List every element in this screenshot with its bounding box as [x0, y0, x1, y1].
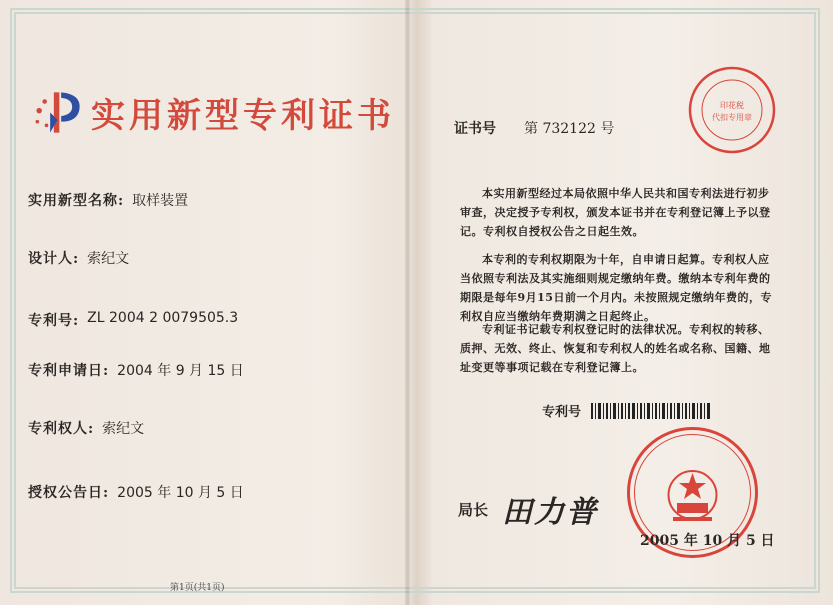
field-value: 索纪文 — [87, 251, 130, 267]
field-value: 2005 年 10 月 5 日 — [117, 485, 244, 501]
director-label: 局长 — [458, 500, 489, 519]
certificate-header — [30, 85, 395, 140]
grant-paragraph: 本实用新型经过本局依照中华人民共和国专利法进行初步审查，决定授予专利权，颁发本证书并在专利登记簿上予以登记。专利权自授权公告之日起生效。 — [460, 187, 771, 238]
registration-seal-icon — [686, 64, 778, 156]
term-paragraph: 本专利的专利权期限为十年，自申请日起算。专利权人应当依照专利法及其实施细则规定缴纳年费。缴纳本专利年费的期限是每年9月15日前一个月内。未按照规定缴纳年费的，专利权自应当缴纳年费期满之日起终止。 — [460, 253, 772, 323]
signing-date: 2005 年 10 月 5 日 — [640, 533, 775, 549]
field-value: 索纪文 — [102, 421, 145, 437]
barcode-icon — [591, 403, 711, 419]
patent-number-label: 专利号 — [542, 405, 582, 420]
certificate-number-row — [454, 118, 614, 138]
field-patentee — [28, 418, 144, 438]
field-designer — [28, 248, 129, 268]
certificate-title: 实用新型专利证书 — [91, 96, 395, 136]
field-label: 专利权人: — [28, 421, 95, 437]
patent-number-barcode-row — [542, 401, 711, 420]
legal-status-paragraph: 专利证书记载专利权登记时的法律状况。专利权的转移、质押、无效、终止、恢复和专利权人的姓名或名称、国籍、地址变更等事项记载在专利登记簿上。 — [460, 323, 771, 374]
sipo-logo-icon — [30, 85, 85, 140]
svg-text:印花税: 印花税 — [720, 101, 744, 110]
field-patent-number — [28, 310, 238, 330]
page-fold — [405, 0, 411, 605]
field-label: 专利号: — [28, 313, 80, 329]
director-signature: 田力普 — [502, 495, 599, 530]
field-grant-date — [28, 482, 244, 502]
field-utility-model-name — [28, 190, 188, 210]
field-label: 授权公告日: — [28, 485, 110, 501]
certificate-number-label: 证书号 — [454, 121, 496, 137]
field-label: 专利申请日: — [28, 363, 110, 379]
certificate-number-value: 第 732122 号 — [524, 121, 615, 137]
field-label: 实用新型名称: — [28, 193, 125, 209]
field-value: ZL 2004 2 0079505.3 — [87, 310, 239, 326]
field-value: 2004 年 9 月 15 日 — [117, 363, 244, 379]
field-label: 设计人: — [28, 251, 80, 267]
director-signature-row — [458, 487, 598, 531]
field-application-date — [28, 360, 244, 380]
field-value: 取样装置 — [132, 193, 189, 209]
page-footer: 第1页(共1页) — [170, 583, 225, 593]
svg-text:代扣专用章: 代扣专用章 — [712, 113, 752, 122]
